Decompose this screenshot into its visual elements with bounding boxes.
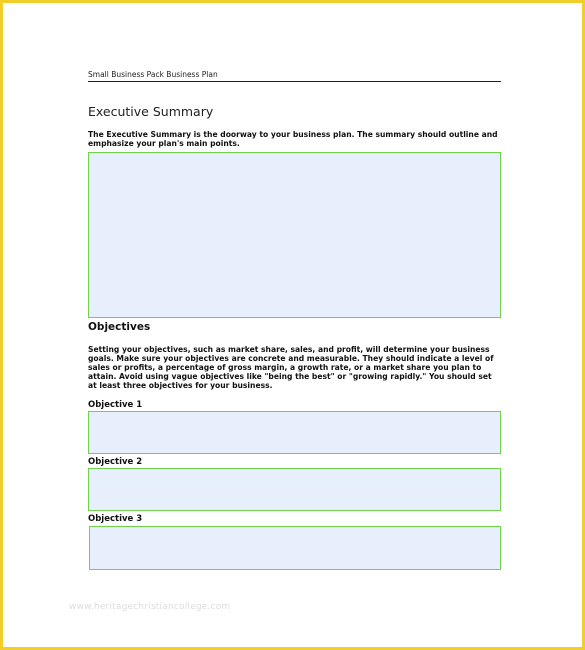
objective-2-label: Objective 2 [88, 457, 143, 467]
objective-1-label: Objective 1 [88, 400, 143, 410]
objectives-heading: Objectives [88, 321, 151, 333]
objective-3-label: Objective 3 [88, 514, 143, 524]
objectives-description: Setting your objectives, such as market share, sales, and profit, will determine your business goals. Make sure your objectives are concrete and measurable. They should indicate a level of sales or profits, a percentage of gross margin, a growth rate, or a market share you plan to attain. Avoid using vague objectives like "being the best" or "growing rapidly." You should set at least three objectives for your business. [88, 345, 494, 390]
executive-summary-heading: Executive Summary [88, 104, 214, 119]
watermark: www.heritagechristiancollege.com [69, 602, 231, 612]
document-header: Small Business Pack Business Plan [88, 70, 501, 82]
objective-2-field[interactable] [88, 468, 501, 511]
executive-summary-description: The Executive Summary is the doorway to your business plan. The summary should outline and emphasize your plan's main points. [88, 130, 498, 148]
executive-summary-field[interactable] [88, 152, 501, 318]
objective-3-field[interactable] [89, 526, 501, 570]
objective-1-field[interactable] [88, 411, 501, 454]
